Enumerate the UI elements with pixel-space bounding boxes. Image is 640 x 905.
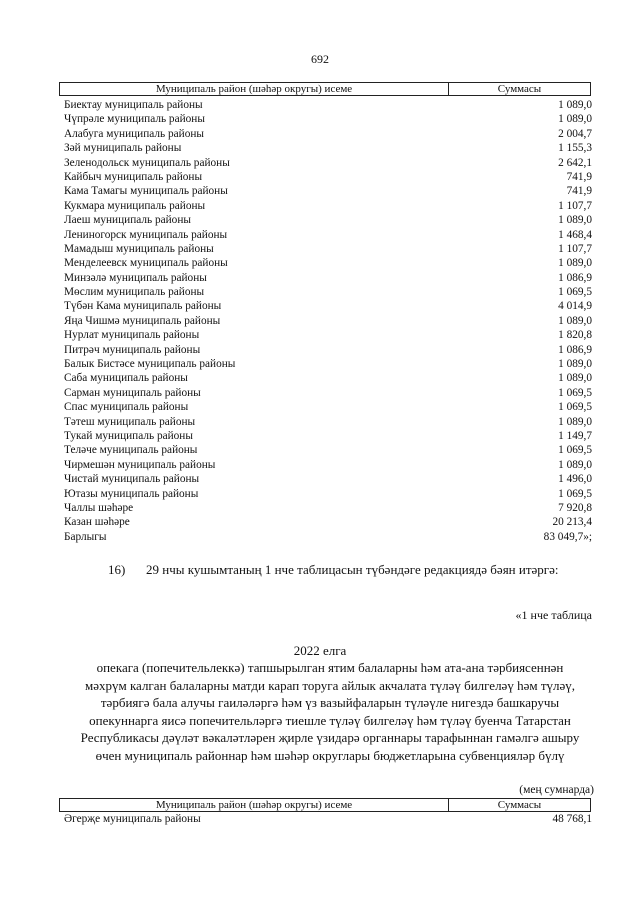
row-name: Лениногорск муниципаль районы: [64, 228, 228, 241]
table-row: [64, 443, 592, 457]
row-value: 20 213,4: [552, 516, 592, 529]
row-value: 1 496,0: [558, 473, 592, 486]
table-row: [64, 371, 592, 385]
row-value: 1 089,0: [558, 314, 592, 327]
row-value: 1 149,7: [558, 429, 592, 442]
page-number: 692: [311, 52, 329, 66]
table-row: [64, 458, 592, 472]
row-name: Алабуга муниципаль районы: [64, 127, 204, 140]
row-name: Лаеш муниципаль районы: [64, 214, 191, 227]
table1-col-name: Муниципаль район (шәһәр округы) исеме: [60, 83, 449, 95]
table-row: [64, 530, 592, 544]
table-row: [64, 515, 592, 529]
row-name: Нурлат муниципаль районы: [64, 329, 200, 342]
row-value: 4 014,9: [558, 300, 592, 313]
table-row: [64, 400, 592, 414]
row-name: Минзәлә муниципаль районы: [64, 271, 207, 284]
row-name: Зеленодольск муниципаль районы: [64, 156, 230, 169]
row-name: Теләче муниципаль районы: [64, 444, 198, 457]
row-name: Чирмешән муниципаль районы: [64, 458, 216, 471]
table-row: [64, 357, 592, 371]
table-row: [64, 343, 592, 357]
row-value: 1 107,7: [558, 242, 592, 255]
table-row: [64, 228, 592, 242]
row-value: 1 089,0: [558, 257, 592, 270]
table-row: [64, 472, 592, 486]
row-name: Мамадыш муниципаль районы: [64, 242, 214, 255]
row-name: Кама Тамагы муниципаль районы: [64, 185, 228, 198]
year-heading: 2022 елга: [293, 643, 347, 658]
table-row: [64, 112, 592, 126]
units-note: (мең сумнарда): [519, 784, 594, 796]
row-name: Казан шәһәре: [64, 516, 130, 529]
row-name: Кайбыч муниципаль районы: [64, 170, 203, 183]
table-row: [64, 812, 592, 826]
row-name: Саба муниципаль районы: [64, 372, 188, 385]
table-row: [64, 386, 592, 400]
row-value: 1 069,5: [558, 286, 592, 299]
row-value: 2 642,1: [558, 156, 592, 169]
row-name: Барлыгы: [64, 530, 107, 543]
item-16-text: 29 нчы кушымтаның 1 нче таблицасын түбәндәге редакциядә бәян итәргә:: [146, 562, 559, 577]
table-row: [64, 487, 592, 501]
table-row: [64, 285, 592, 299]
table-row: [64, 127, 592, 141]
row-value: 1 069,5: [558, 487, 592, 500]
table-row: [64, 170, 592, 184]
row-name: Түбән Кама муниципаль районы: [64, 300, 222, 313]
row-name: Чаллы шәһәре: [64, 501, 134, 514]
row-name: Менделеевск муниципаль районы: [64, 257, 228, 270]
row-value: 83 049,7»;: [543, 530, 592, 543]
table1-col-sum: Суммасы: [497, 83, 542, 95]
row-value: 1 089,0: [558, 458, 592, 471]
table-row: [64, 299, 592, 313]
row-value: 1 089,0: [558, 113, 592, 126]
row-value: 741,9: [566, 170, 592, 183]
row-value: 741,9: [566, 185, 592, 198]
row-value: 1 086,9: [558, 343, 592, 356]
row-value: 1 155,3: [558, 142, 592, 155]
row-value: 1 089,0: [558, 358, 592, 371]
table-row: [64, 429, 592, 443]
row-name: Питрәч муниципаль районы: [64, 343, 201, 356]
table-row: [64, 199, 592, 213]
row-value: 1 069,5: [558, 401, 592, 414]
row-name: Әгерҗе муниципаль районы: [64, 813, 201, 825]
row-name: Чистай муниципаль районы: [64, 473, 200, 486]
row-value: 2 004,7: [558, 127, 592, 140]
row-name: Зәй муниципаль районы: [64, 142, 182, 155]
table-row: [64, 314, 592, 328]
row-name: Мөслим муниципаль районы: [64, 286, 205, 299]
table-row: [64, 271, 592, 285]
table-row: [64, 141, 592, 155]
table1-body: [64, 98, 592, 544]
table-label: «1 нче таблица: [515, 608, 592, 622]
table2-col-name: Муниципаль район (шәһәр округы) исеме: [60, 799, 449, 811]
table-row: [64, 184, 592, 198]
row-value: 1 107,7: [558, 199, 592, 212]
row-value: 48 768,1: [552, 813, 592, 825]
row-value: 1 086,9: [558, 271, 592, 284]
row-name: Кукмара муниципаль районы: [64, 199, 206, 212]
row-value: 1 468,4: [558, 228, 592, 241]
row-name: Чүпрәле муниципаль районы: [64, 113, 205, 126]
table-row: [64, 501, 592, 515]
table2-header: [59, 798, 591, 812]
row-name: Яңа Чишмә муниципаль районы: [64, 314, 221, 327]
row-name: Балык Бистәсе муниципаль районы: [64, 358, 236, 371]
table-row: [64, 415, 592, 429]
table2-col-sum: Суммасы: [497, 799, 542, 811]
row-name: Сарман муниципаль районы: [64, 386, 201, 399]
row-value: 1 089,0: [558, 372, 592, 385]
row-value: 1 089,0: [558, 214, 592, 227]
row-name: Спас муниципаль районы: [64, 401, 189, 414]
table-title: опекага (попечительлеккә) тапшырылган ятим балаларны һәм ата-ана тәрбиясеннән мәхрүм калган балаларны матди карап торуга айлык акчалата түләү билгеләү һәм түләү, тәрбиягә бала алучы гаиләләргә һәм үз вазыйфаларын түләүле нигездә башкаручы опекуннарга яисә попечительләргә тиешле түләү билгеләү һәм түләү буенча Татарстан Республикасы дәүләт вәкаләтләрен җирле үзидарә органнары тарафыннан гамәлгә ашыру өчен муниципаль районнар һәм шәһәр округлары бюджетларына субвенцияләр бүлү: [80, 660, 580, 763]
row-name: Тәтеш муниципаль районы: [64, 415, 196, 428]
row-name: Тукай муниципаль районы: [64, 429, 193, 442]
table-row: [64, 256, 592, 270]
row-name: Ютазы муниципаль районы: [64, 487, 199, 500]
table-row: [64, 328, 592, 342]
table1-header: [59, 82, 591, 96]
row-value: 1 089,0: [558, 99, 592, 111]
table-row: [64, 98, 592, 112]
item-16-number: 16): [108, 562, 126, 577]
row-value: 1 089,0: [558, 415, 592, 428]
table-row: [64, 156, 592, 170]
item-16-paragraph: [64, 560, 592, 580]
row-value: 1 069,5: [558, 444, 592, 457]
table-row: [64, 242, 592, 256]
row-name: Биектау муниципаль районы: [64, 99, 203, 111]
row-value: 1 069,5: [558, 386, 592, 399]
table-row: [64, 213, 592, 227]
row-value: 7 920,8: [558, 501, 592, 514]
row-value: 1 820,8: [558, 329, 592, 342]
